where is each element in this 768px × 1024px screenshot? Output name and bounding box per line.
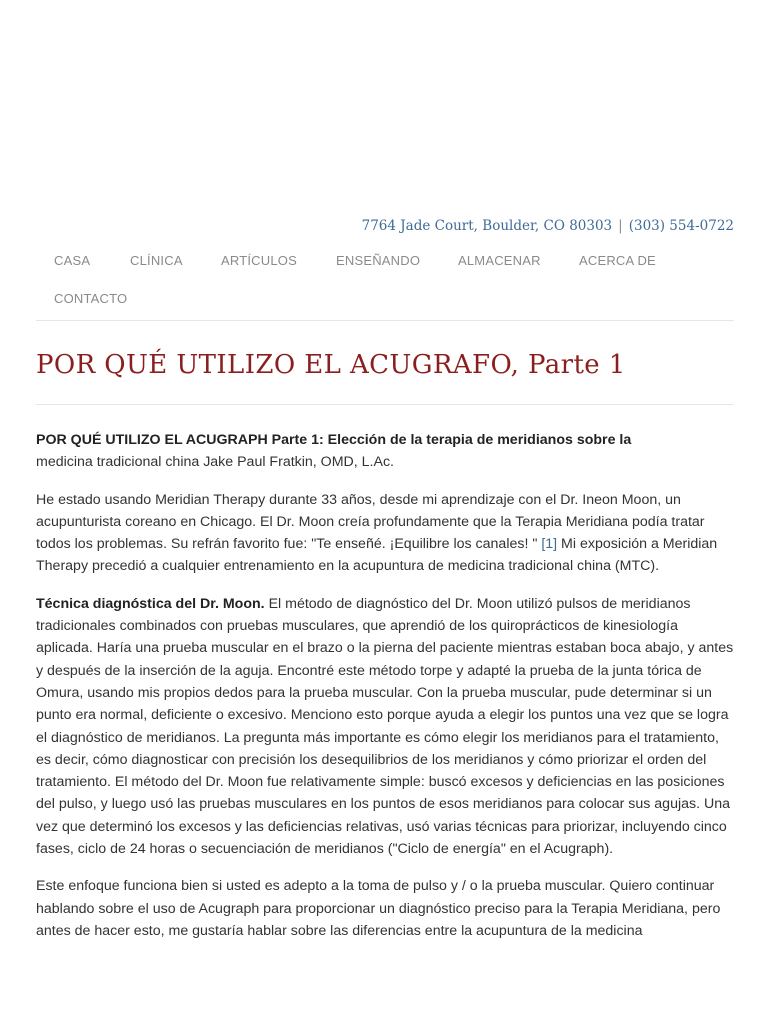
footnote-link-1[interactable]: [1] xyxy=(541,536,558,553)
phone-link[interactable]: (303) 554-0722 xyxy=(628,218,734,234)
nav-item-ensenando[interactable]: ENSEÑANDO xyxy=(336,253,421,268)
nav-item-clinica[interactable]: CLÍNICA xyxy=(130,253,183,268)
page-title: POR QUÉ UTILIZO EL ACUGRAFO, Parte 1 xyxy=(36,350,626,380)
contact-separator: | xyxy=(618,218,623,234)
paragraph-2-text: El método de diagnóstico del Dr. Moon utilizó pulsos de meridianos tradicionales combinados con pruebas musculares, que aprendió de los quiroprácticos de kinesiología aplicada. Haría una prueba muscular en el brazo o la pierna del paciente mientras estaban boca abajo, y antes y después de la inserción de la aguja. Encontré este método torpe y adapté la prueba de la junta tórica de Omura, usando mis propios dedos para la prueba muscular. Con la prueba muscular, pude determinar si un punto era normal, deficiente o excesivo. Menciono esto porque ayuda a elegir los puntos una vez que se logra el diagnóstico de meridianos. La pregunta más importante es cómo elegir los meridianos para el tratamiento, es decir, cómo diagnosticar con precisión los desequilibrios de los meridianos y cómo priorizar el orden del tratamiento. El método del Dr. Moon fue relativamente simple: buscó excesos y deficiencias en las posiciones del pulso, y luego usó las pruebas musculares en los puntos de esos meridianos para colocar sus agujas. Una vez que determinó los excesos y las deficiencias relativas, usó varias técnicas para priorizar, incluyendo cinco fases, ciclo de 24 horas o secuenciación de meridianos ("Ciclo de energía" en el Acugraph). xyxy=(36,595,734,858)
nav-item-almacenar[interactable]: ALMACENAR xyxy=(458,253,541,268)
main-nav xyxy=(36,244,734,321)
paragraph-1 xyxy=(36,489,734,578)
paragraph-1-text-end: Mi exposición a Meridian Therapy precedió a cualquier entrenamiento en la acupuntura de medicina tradicional china (MTC). xyxy=(36,536,718,575)
paragraph-3 xyxy=(36,875,734,942)
address-text: 7764 Jade Court, Boulder, CO 80303 xyxy=(361,218,613,234)
intro-author-text: medicina tradicional china Jake Paul Fratkin, OMD, L.Ac. xyxy=(36,454,394,471)
nav-item-articulos[interactable]: ARTÍCULOS xyxy=(221,253,297,268)
paragraph-2 xyxy=(36,593,734,861)
nav-item-casa[interactable]: CASA xyxy=(54,253,91,268)
paragraph-2-heading: Técnica diagnóstica del Dr. Moon. xyxy=(36,595,265,612)
intro-paragraph xyxy=(36,429,734,474)
nav-item-contacto[interactable]: CONTACTO xyxy=(54,291,128,306)
article-body xyxy=(36,429,734,957)
title-divider xyxy=(36,404,734,405)
nav-item-acerca-de[interactable]: ACERCA DE xyxy=(579,253,656,268)
paragraph-1-text: He estado usando Meridian Therapy durante 33 años, desde mi aprendizaje con el Dr. Ineon Moon, un acupunturista coreano en Chicago. El Dr. Moon creía profundamente que la Terapia Meridiana podía tratar todos los problemas. Su refrán favorito fue: "Te enseñé. ¡Equilibre los canales! " xyxy=(36,491,705,553)
contact-info xyxy=(362,218,734,234)
intro-bold-text: POR QUÉ UTILIZO EL ACUGRAPH Parte 1: Elección de la terapia de meridianos sobre la xyxy=(36,432,632,448)
paragraph-3-text: Este enfoque funciona bien si usted es adepto a la toma de pulso y / o la prueba muscular. Quiero continuar hablando sobre el uso de Acugraph para proporcionar un diagnóstico preciso para la Terapia Meridiana, pero antes de hacer esto, me gustaría hablar sobre las diferencias entre la acupuntura de la medicina xyxy=(36,878,721,939)
